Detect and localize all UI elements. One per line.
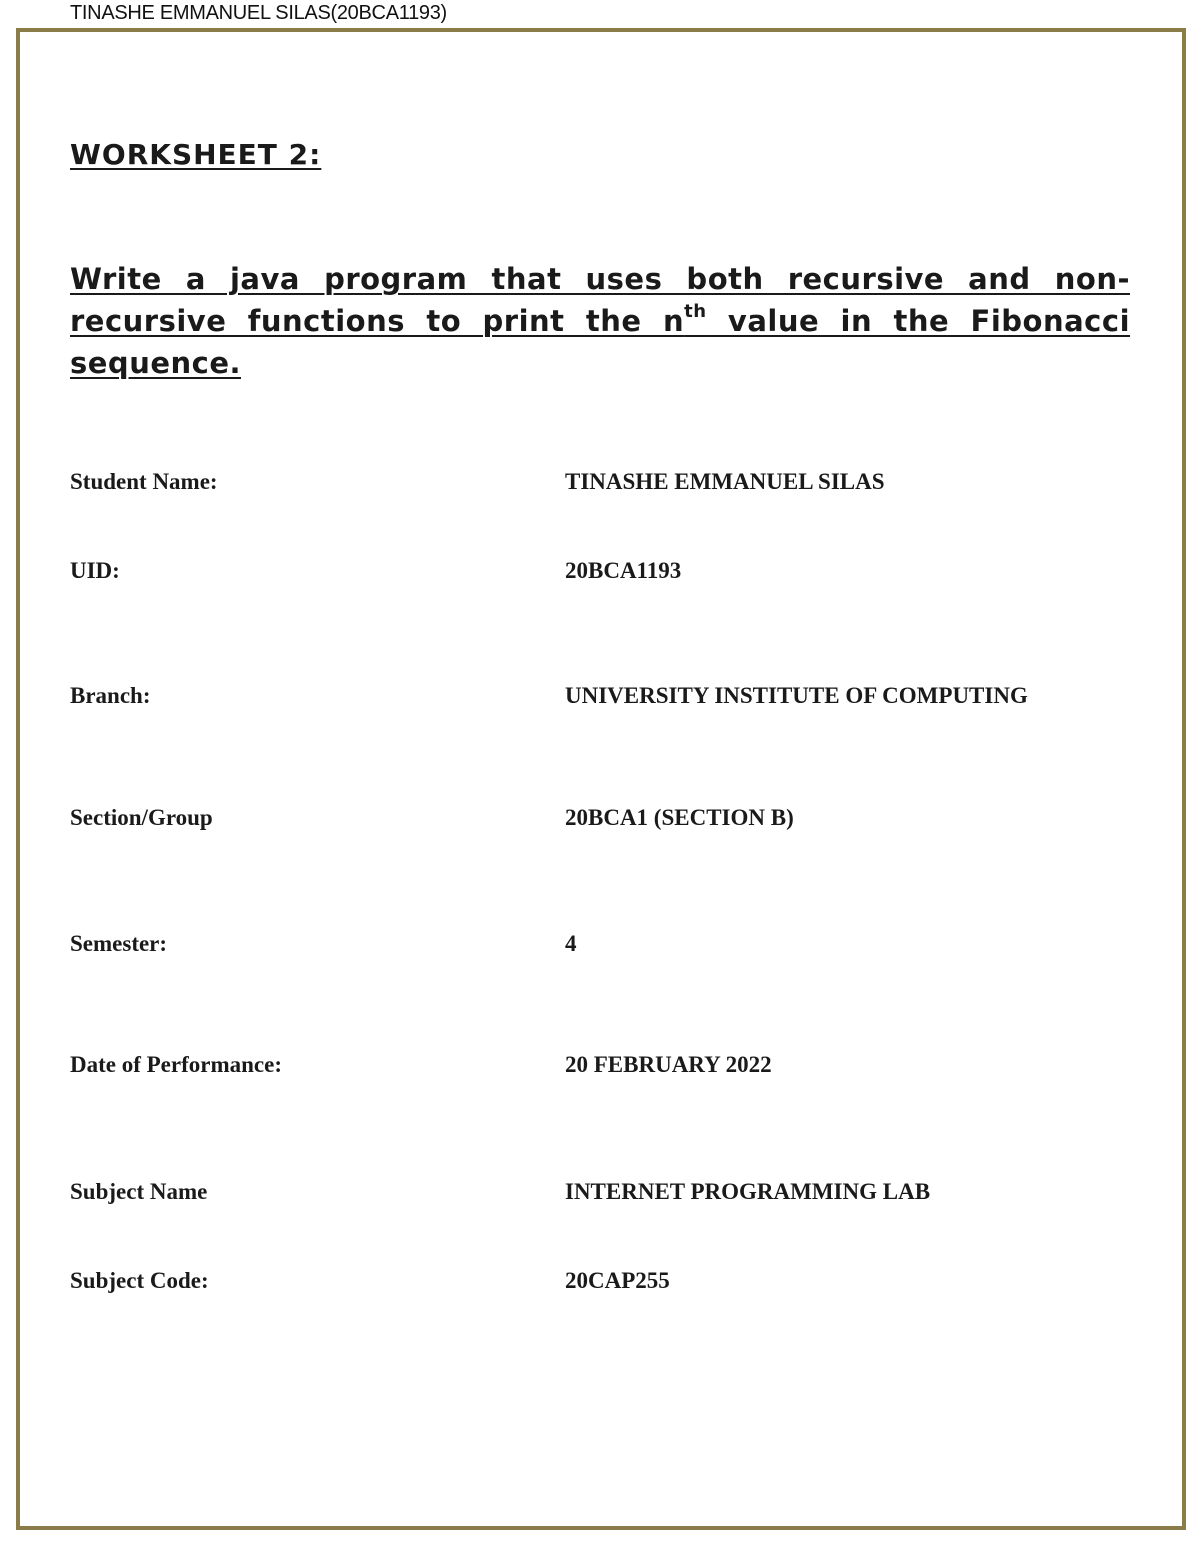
aim-text-part2: value in the Fibonacci sequence. <box>70 304 1131 380</box>
aim-superscript: th <box>684 301 707 322</box>
running-header: TINASHE EMMANUEL SILAS(20BCA1193) <box>70 2 447 24</box>
detail-value: 20BCA1 (SECTION B) <box>565 805 794 830</box>
worksheet-title: WORKSHEET 2: <box>70 138 322 171</box>
detail-label: Semester: <box>70 931 168 956</box>
detail-value: INTERNET PROGRAMMING LAB <box>565 1179 931 1204</box>
detail-label: Subject Name <box>70 1179 208 1204</box>
detail-label: Section/Group <box>70 805 213 830</box>
detail-value: 20 FEBRUARY 2022 <box>565 1052 772 1077</box>
detail-label: Subject Code: <box>70 1268 209 1293</box>
detail-value: TINASHE EMMANUEL SILAS <box>565 469 885 494</box>
detail-label: UID: <box>70 558 120 583</box>
page-border-frame <box>16 28 1186 1530</box>
detail-value: 20BCA1193 <box>565 558 682 583</box>
detail-label: Branch: <box>70 683 151 708</box>
detail-value: 20CAP255 <box>565 1268 670 1293</box>
detail-label: Student Name: <box>70 469 218 494</box>
aim-text-part1: Write a java program that uses both recursive and non-recursive functions to print the n <box>70 262 1130 338</box>
detail-value: UNIVERSITY INSTITUTE OF COMPUTING <box>565 683 1028 708</box>
aim-statement <box>70 258 1130 384</box>
detail-value: 4 <box>565 931 577 956</box>
detail-label: Date of Performance: <box>70 1052 282 1077</box>
